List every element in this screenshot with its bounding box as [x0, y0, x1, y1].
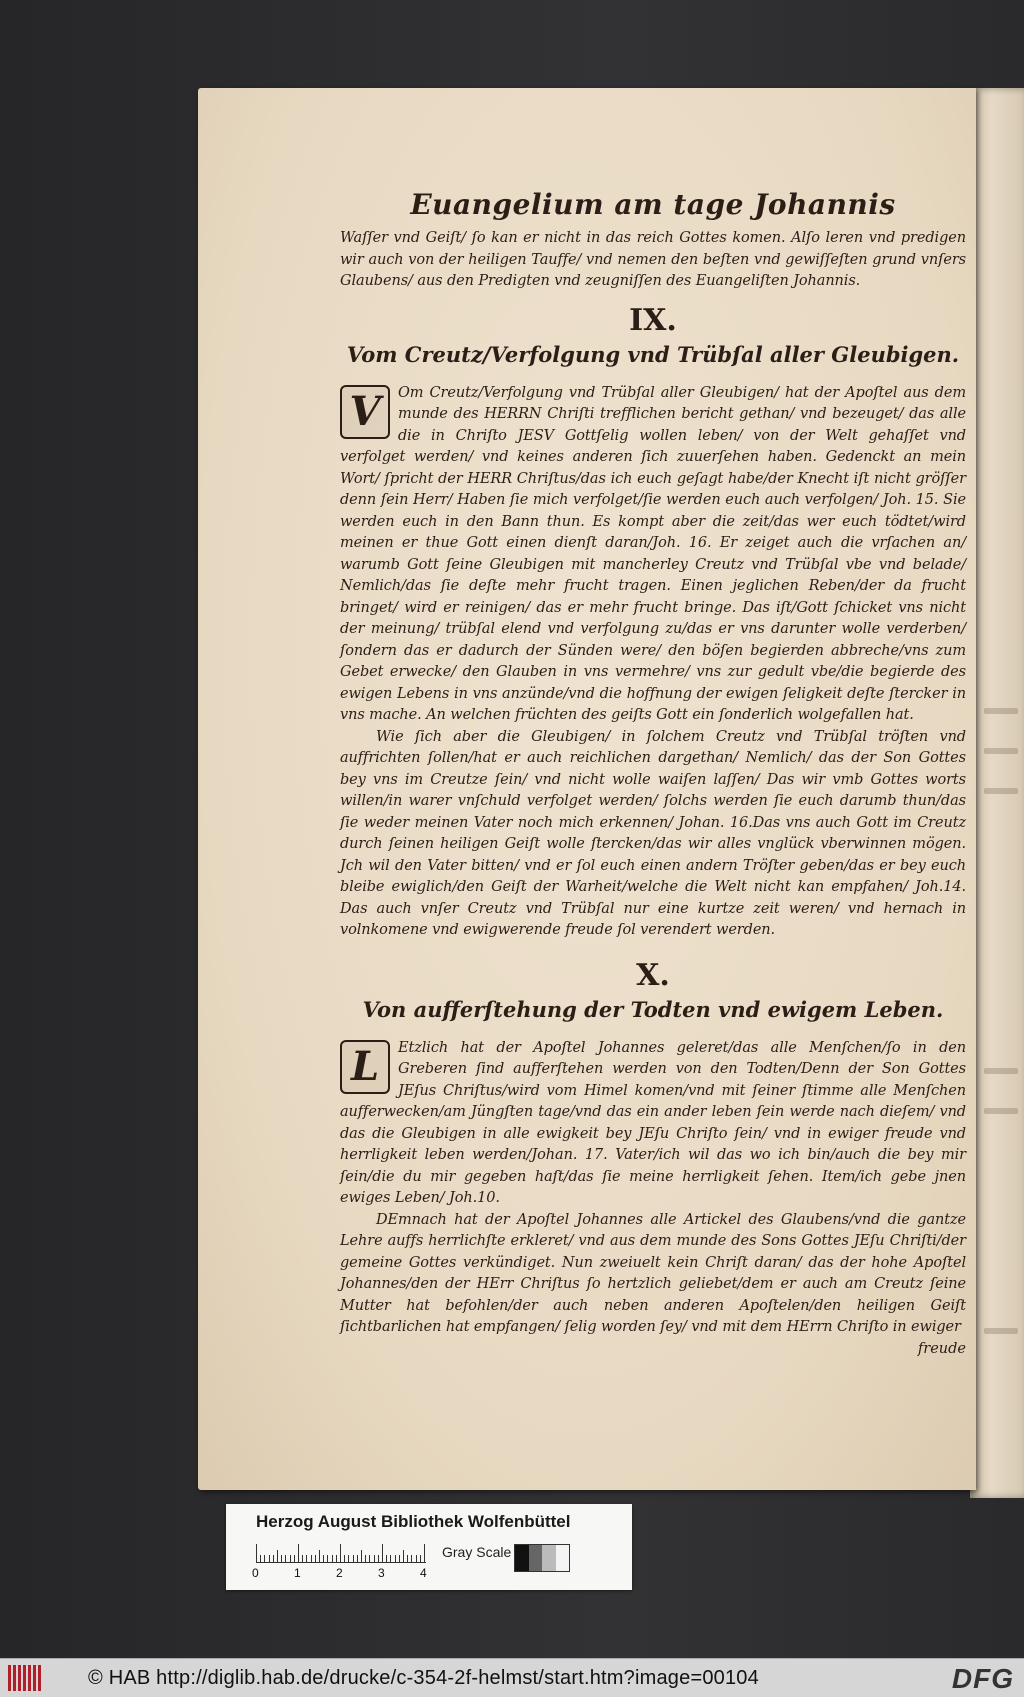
footer-bar	[0, 1658, 1024, 1697]
bleed-through-mark	[984, 748, 1018, 754]
ruler-tick	[353, 1555, 354, 1562]
ruler-tick	[399, 1555, 400, 1562]
ruler-tick	[290, 1555, 291, 1562]
copyright-url-link[interactable]: © HAB http://diglib.hab.de/drucke/c-354-2f-helmst/start.htm?image=00104	[88, 1667, 759, 1689]
ruler-tick	[361, 1550, 362, 1562]
section-title: Von aufferſtehung der Todten vnd ewigem Leben.	[362, 996, 944, 1022]
ruler-tick	[336, 1555, 337, 1562]
section-title: Vom Creutz/Verfolgung vnd Trübſal aller Gleubigen.	[346, 341, 960, 367]
bleed-through-mark	[984, 1068, 1018, 1074]
page-text-block	[340, 188, 966, 1357]
ruler-tick	[407, 1555, 408, 1562]
ruler-tick	[319, 1550, 320, 1562]
ruler-tick	[390, 1555, 391, 1562]
ruler-tick	[395, 1555, 396, 1562]
ruler-tick	[285, 1555, 286, 1562]
intro-paragraph: Waſſer vnd Geiſt/ ſo kan er nicht in das reich Gottes komen. Alſo leren vnd predigen wir auch von der heiligen Tauffe/ vnd nemen den beſten vnd gewiſſeſten grund vnſers Glaubens/ aus den Predigten vnd zeugniſſen des Euangeliſten Johannis.	[340, 230, 966, 289]
ruler-tick	[420, 1555, 421, 1562]
dropcap-initial: V	[340, 385, 390, 439]
ruler-tick	[382, 1544, 383, 1562]
ruler-tick	[294, 1555, 295, 1562]
gray-swatch	[556, 1545, 570, 1571]
ruler-tick	[277, 1550, 278, 1562]
body-paragraph: DEmnach hat der Apoſtel Johannes alle Artickel des Glaubens/vnd die gantze Lehre auffs herrlichſte erkleret/ vnd aus dem munde des Sons Gottes JEſu Chriſti/der gemeine Gottes verkündiget. Nun zweiuelt kein Chriſt daran/ das der hohe Apoſtel Johannes/den der HErr Chriſtus ſo hertzlich geliebet/dem er auch am Creutz ſeine Mutter hat befohlen/der auch neben anderen Apoſtelen/den heiligen Geiſt ſichtbarlichen hat empfangen/ ſelig worden ſey/ vnd mit dem HErrn Chriſto in ewiger	[340, 1211, 966, 1335]
ruler-tick	[256, 1544, 257, 1562]
ruler-tick	[315, 1555, 316, 1562]
body-paragraph: Wie ſich aber die Gleubigen/ in ſolchem Creutz vnd Trübſal tröſten vnd auffrichten ſollen/hat er auch reichlichen dargethan/ Nemlich/ das der Son Gottes bey vns im Creutze ſein/ vnd nicht wolle waiſen laſſen/ Das wir vmb Gottes worts willen/in warer vnſchuld verfolget werden/ ſolchs werden ſie euch darumb thun/das ſie weder meinen Vater noch mich erkennen/ Johan. 16.Das vns auch Gott im Creutz durch ſeinen heiligen Geiſt wolle ſtercken/das wir alles vnglück vberwinnen mögen. Jch wil den Vater bitten/ vnd er ſol euch einen andern Tröſter geben/das er bey euch bleibe ewiglich/den Geiſt der Warheit/welche die Welt nicht kan empfahen/ Joh.14. Das auch vnſer Creutz vnd Trübſal nur eine kurtze zeit weren/ vnd hernach in volnkomene vnd ewigwerende freude ſol verendert werden.	[340, 728, 966, 938]
ruler-tick	[311, 1555, 312, 1562]
gray-swatch	[529, 1545, 543, 1571]
dfg-logo: DFG	[951, 1663, 1014, 1694]
ruler-tick	[281, 1555, 282, 1562]
ruler-tick	[374, 1555, 375, 1562]
barcode-icon	[8, 1665, 46, 1691]
dropcap-initial: L	[340, 1040, 390, 1094]
gray-scale-label: Gray Scale	[442, 1544, 512, 1560]
ruler-tick	[332, 1555, 333, 1562]
ruler-tick	[264, 1555, 265, 1562]
running-head: Euangelium am tage Johannis	[410, 188, 896, 221]
ruler-tick	[306, 1555, 307, 1562]
ruler-tick	[348, 1555, 349, 1562]
ruler-tick	[386, 1555, 387, 1562]
ruler-tick	[378, 1555, 379, 1562]
facing-page-edge	[970, 88, 1024, 1498]
ruler-tick	[416, 1555, 417, 1562]
ruler-label: 0	[252, 1566, 259, 1580]
ruler-tick	[298, 1544, 299, 1562]
ruler-tick	[323, 1555, 324, 1562]
section-body	[340, 1038, 966, 1210]
ruler-label: 4	[420, 1566, 427, 1580]
ruler-tick	[260, 1555, 261, 1562]
ruler-tick	[344, 1555, 345, 1562]
catchword: freude	[917, 1340, 966, 1357]
bleed-through-mark	[984, 708, 1018, 714]
scale-ruler	[256, 1542, 426, 1563]
body-paragraph: Etzlich hat der Apoſtel Johannes geleret/das alle Menſchen/ſo in den Greberen ſind aufferſtehen werden von den Todten/Denn der Son Gottes JEſus Chriſtus/wird vom Himel komen/vnd mit ſeiner ſtimme alle Menſchen aufferwecken/am Jüngſten tage/vnd das ein ander leben ſein werde nach dieſem/ vnd das die Gleubigen in alle ewigkeit bey JEſu Chriſto ſein/ vnd in ewiger freude vnd herrligkeit leben werden/Johan. 17. Vater/ich wil das wo ich bin/auch die bey mir ſein/die du mir gegeben haſt/das ſie meine herrligkeit ſehen. Item/ich gebe jnen ewiges Leben/ Joh.10.	[340, 1039, 966, 1206]
gray-scale-swatches	[514, 1544, 570, 1572]
ruler-tick	[411, 1555, 412, 1562]
gray-swatch	[515, 1545, 529, 1571]
ruler-tick	[424, 1544, 425, 1562]
ruler-label: 2	[336, 1566, 343, 1580]
color-calibration-bar	[226, 1504, 632, 1590]
institution-label: Herzog August Bibliothek Wolfenbüttel	[256, 1512, 571, 1531]
bleed-through-mark	[984, 788, 1018, 794]
ruler-tick	[302, 1555, 303, 1562]
bleed-through-mark	[984, 1108, 1018, 1114]
ruler-label: 1	[294, 1566, 301, 1580]
section-number: X.	[636, 957, 670, 993]
ruler-tick	[403, 1550, 404, 1562]
ruler-tick	[340, 1544, 341, 1562]
ruler-tick	[269, 1555, 270, 1562]
ruler-tick	[365, 1555, 366, 1562]
ruler-tick	[357, 1555, 358, 1562]
bleed-through-mark	[984, 1328, 1018, 1334]
ruler-tick	[369, 1555, 370, 1562]
gray-swatch	[542, 1545, 556, 1571]
ruler-tick	[273, 1555, 274, 1562]
section-body	[340, 383, 966, 727]
section-number: IX.	[629, 302, 677, 338]
book-page	[198, 88, 976, 1490]
body-paragraph: Om Creutz/Verfolgung vnd Trübſal aller Gleubigen/ hat der Apoſtel aus dem munde des HERRN Chriſti trefflichen bericht gethan/ vnd bezeuget/ das alle die in Chriſto JESV Gottſelig wollen leben/ von der Welt gehaſſet vnd verfolget werden/ vnd keines anderen ſich zuuerſehen haben. Gedenckt an mein Wort/ ſpricht der HERR Chriſtus/das ich euch geſagt habe/der Knecht iſt nicht gröſſer denn ſein Herr/ Haben ſie mich verfolget/ſie werden euch auch verfolgen/ Joh. 15. Sie werden euch in den Bann thun. Es kompt aber die zeit/das wer euch tödtet/wird meinen er thue Gott einen dienſt daran/Joh. 16. Er zeiget auch die vrſachen an/ warumb Gott ſeine Gleubigen mit mancherley Creutz vnd Trübſal vbe vnd belade/ Nemlich/das ſie deſte mehr frucht tragen. Einen jeglichen Reben/der da frucht bringet/ wird er reinigen/ das er mehr frucht bringe. Das iſt/Gott ſchicket vns nicht der meinung/ trübſal elend vnd verfolgung zu/das er vns darunter wolle verderben/ſondern das er dadurch der Sünden were/ den böſen begierden abbreche/vns zum Gebet erwecke/ den Glauben in vns vermehre/ vns zur gedult vbe/die begierde des ewigen Lebens in vns anzünde/vnd die hoffnung der ewigen ſeligkeit deſte ſtercker in vns mache. An welchen früchten des geiſts Gott ein ſonderlich wolgefallen hat.	[340, 384, 966, 723]
ruler-label: 3	[378, 1566, 385, 1580]
ruler-tick	[327, 1555, 328, 1562]
